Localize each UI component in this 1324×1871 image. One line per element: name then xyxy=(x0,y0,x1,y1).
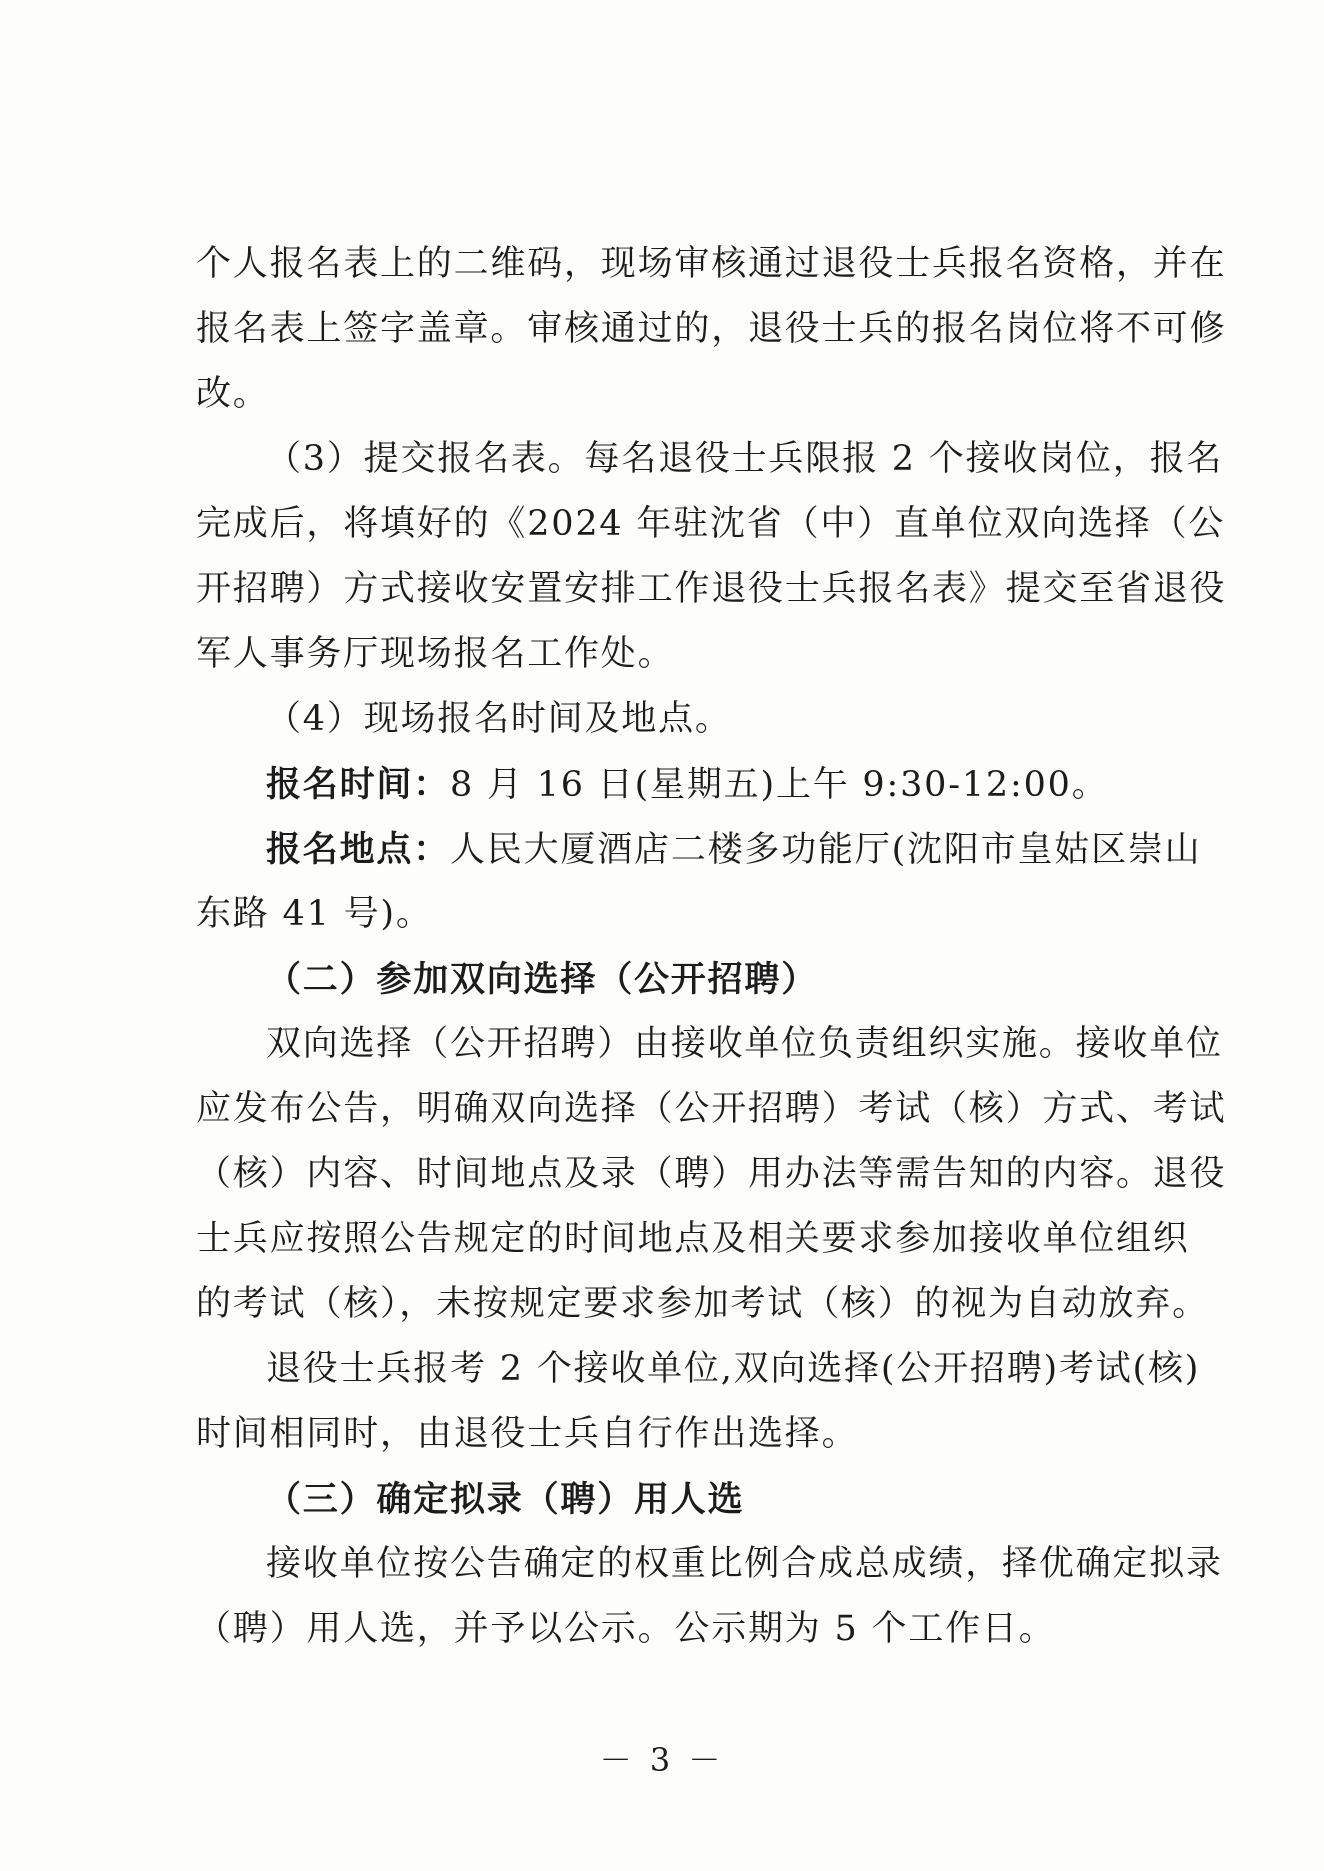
text-line: （4）现场报名时间及地点。 xyxy=(266,699,732,739)
text-line: 东路 41 号)。 xyxy=(196,894,433,934)
text-line: （聘）用人选，并予以公示。公示期为 5 个工作日。 xyxy=(196,1609,1056,1649)
registration-time-line xyxy=(196,752,1176,817)
text-line: 士兵应按照公告规定的时间地点及相关要求参加接收单位组织 xyxy=(196,1219,1190,1259)
registration-place-label: 报名地点： xyxy=(266,829,451,870)
text-line: 双向选择（公开招聘）由接收单位负责组织实施。接收单位 xyxy=(266,1024,1223,1064)
registration-place-line xyxy=(196,817,1202,882)
section-heading: （二）参加双向选择（公开招聘） xyxy=(266,959,819,1000)
text-line: 时间相同时，由退役士兵自行作出选择。 xyxy=(196,1414,859,1454)
registration-place-value: 人民大厦酒店二楼多功能厅(沈阳市皇姑区崇山 xyxy=(450,830,1202,870)
text-line: 报名表上签字盖章。审核通过的，退役士兵的报名岗位将不可修 xyxy=(196,309,1227,349)
text-line: 的考试（核），未按规定要求参加考试（核）的视为自动放弃。 xyxy=(196,1284,1209,1324)
text-line: 接收单位按公告确定的权重比例合成总成绩，择优确定拟录 xyxy=(266,1544,1223,1584)
page-number: － 3 － xyxy=(599,1741,725,1779)
text-line: （3）提交报名表。每名退役士兵限报 2 个接收岗位，报名 xyxy=(266,439,1224,479)
text-line: 退役士兵报考 2 个接收单位,双向选择(公开招聘)考试(核) xyxy=(266,1349,1201,1389)
section-heading: （三）确定拟录（聘）用人选 xyxy=(266,1479,745,1520)
registration-time-value: 8 月 16 日(星期五)上午 9:30-12:00。 xyxy=(450,765,1109,805)
text-line: 应发布公告，明确双向选择（公开招聘）考试（核）方式、考试 xyxy=(196,1089,1227,1129)
registration-time-label: 报名时间： xyxy=(266,764,451,805)
text-line: 改。 xyxy=(196,374,270,414)
text-line: （核）内容、时间地点及录（聘）用办法等需告知的内容。退役 xyxy=(196,1154,1227,1194)
text-line: 完成后，将填好的《2024 年驻沈省（中）直单位双向选择（公 xyxy=(196,504,1226,544)
text-line: 个人报名表上的二维码，现场审核通过退役士兵报名资格，并在 xyxy=(196,244,1227,284)
body-text xyxy=(196,232,1227,1662)
text-line: 军人事务厅现场报名工作处。 xyxy=(196,634,675,674)
text-line: 开招聘）方式接收安置安排工作退役士兵报名表》提交至省退役 xyxy=(196,569,1227,609)
